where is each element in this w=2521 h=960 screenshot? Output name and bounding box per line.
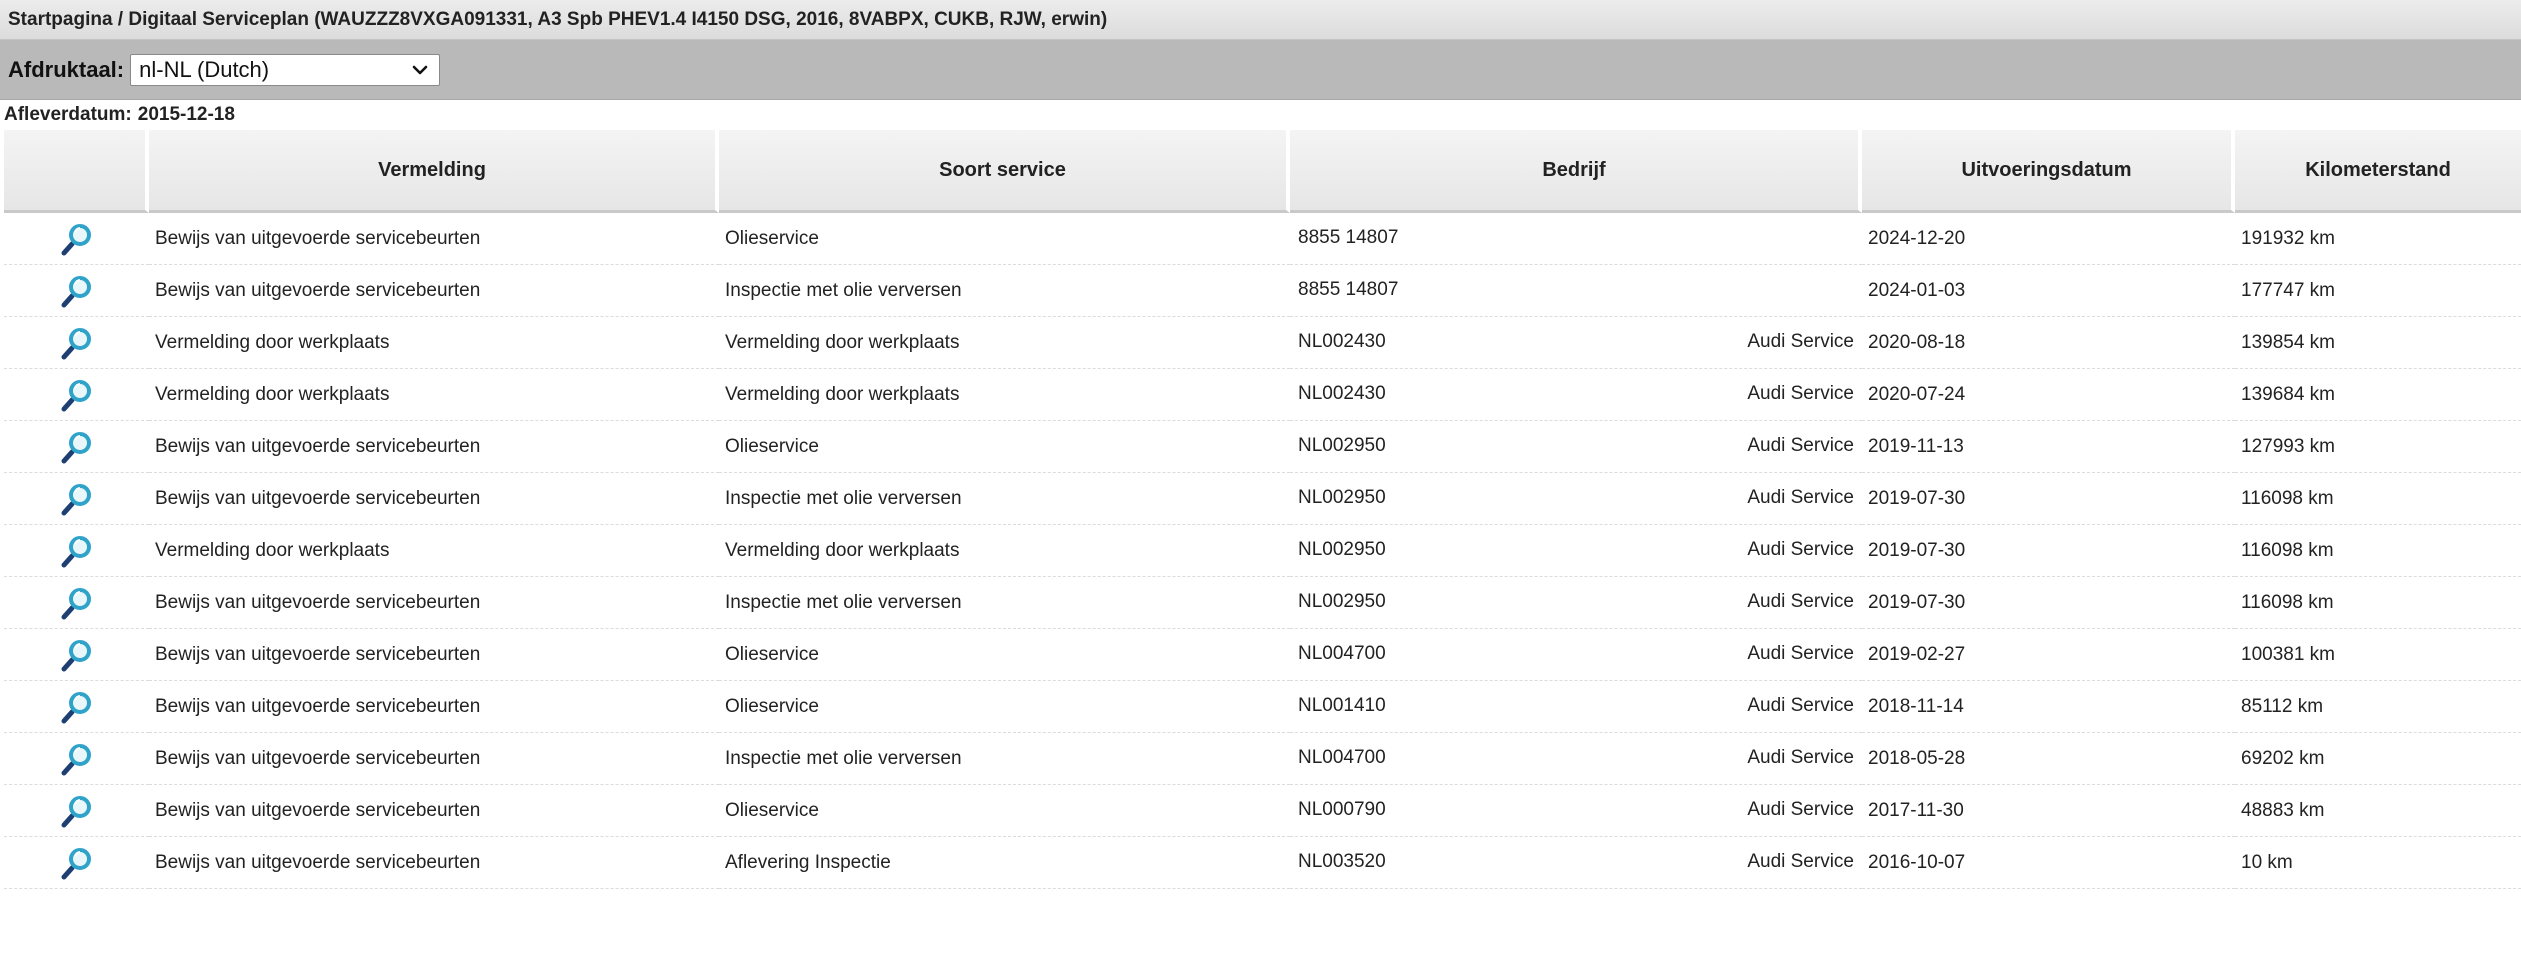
company-name: Audi Service [1747,747,1854,768]
cell-bedrijf [1290,473,1862,525]
column-header-vermelding[interactable]: Vermelding [149,130,719,213]
cell-vermelding: Bewijs van uitgevoerde servicebeurten [149,837,719,889]
cell-bedrijf [1290,525,1862,577]
table-row[interactable] [4,369,2521,421]
cell-soort-service: Vermelding door werkplaats [719,525,1290,577]
cell-bedrijf [1290,629,1862,681]
column-header-kilometerstand[interactable]: Kilometerstand [2235,130,2521,213]
cell-kilometerstand: 116098 km [2235,473,2521,525]
company-code: 8855 14807 [1298,279,1399,300]
magnifier-icon[interactable] [60,690,94,724]
cell-uitvoeringsdatum: 2019-11-13 [1862,421,2235,473]
company-code: NL000790 [1298,799,1386,820]
cell-kilometerstand: 116098 km [2235,577,2521,629]
cell-vermelding: Bewijs van uitgevoerde servicebeurten [149,733,719,785]
company-name: Audi Service [1747,383,1854,404]
cell-kilometerstand: 69202 km [2235,733,2521,785]
table-row[interactable] [4,629,2521,681]
breadcrumb-text: Startpagina / Digitaal Serviceplan (WAUZZZ8VXGA091331, A3 Spb PHEV1.4 I4150 DSG, 2016, 8VABPX, CUKB, RJW, erwin) [8,8,1108,30]
company-name: Audi Service [1747,539,1854,560]
magnifier-icon[interactable] [60,482,94,516]
table-row[interactable] [4,681,2521,733]
cell-bedrijf [1290,785,1862,837]
cell-soort-service: Inspectie met olie verversen [719,473,1290,525]
row-action-cell [4,369,149,421]
print-language-label: Afdruktaal: [8,56,125,82]
cell-bedrijf [1290,837,1862,889]
cell-kilometerstand: 177747 km [2235,265,2521,317]
row-action-cell [4,317,149,369]
cell-kilometerstand: 85112 km [2235,681,2521,733]
company-code: NL004700 [1298,747,1386,768]
cell-soort-service: Inspectie met olie verversen [719,733,1290,785]
magnifier-icon[interactable] [60,586,94,620]
company-code: NL004700 [1298,643,1386,664]
magnifier-icon[interactable] [60,638,94,672]
cell-bedrijf [1290,421,1862,473]
cell-uitvoeringsdatum: 2024-01-03 [1862,265,2235,317]
magnifier-icon[interactable] [60,534,94,568]
cell-bedrijf [1290,265,1862,317]
company-code: NL002950 [1298,487,1386,508]
cell-soort-service: Aflevering Inspectie [719,837,1290,889]
cell-vermelding: Bewijs van uitgevoerde servicebeurten [149,577,719,629]
cell-soort-service: Olieservice [719,785,1290,837]
magnifier-icon[interactable] [60,742,94,776]
cell-soort-service: Olieservice [719,681,1290,733]
cell-kilometerstand: 139854 km [2235,317,2521,369]
row-action-cell [4,577,149,629]
cell-kilometerstand: 139684 km [2235,369,2521,421]
cell-kilometerstand: 100381 km [2235,629,2521,681]
magnifier-icon[interactable] [60,430,94,464]
delivery-date [0,100,2521,130]
cell-kilometerstand: 48883 km [2235,785,2521,837]
print-language-value: nl-NL (Dutch) [139,56,270,82]
delivery-date-label: Afleverdatum: [4,104,132,125]
row-action-cell [4,733,149,785]
table-row[interactable] [4,577,2521,629]
cell-vermelding: Bewijs van uitgevoerde servicebeurten [149,421,719,473]
company-code: NL002430 [1298,383,1386,404]
cell-soort-service: Vermelding door werkplaats [719,317,1290,369]
row-action-cell [4,785,149,837]
magnifier-icon[interactable] [60,274,94,308]
service-table [4,130,2521,889]
cell-vermelding: Bewijs van uitgevoerde servicebeurten [149,785,719,837]
row-action-cell [4,837,149,889]
company-code: 8855 14807 [1298,227,1399,248]
cell-soort-service: Olieservice [719,421,1290,473]
cell-uitvoeringsdatum: 2024-12-20 [1862,213,2235,265]
table-row[interactable] [4,265,2521,317]
company-code: NL003520 [1298,851,1386,872]
row-action-cell [4,213,149,265]
cell-vermelding: Bewijs van uitgevoerde servicebeurten [149,213,719,265]
table-row[interactable] [4,525,2521,577]
row-action-cell [4,629,149,681]
table-row[interactable] [4,785,2521,837]
cell-bedrijf [1290,577,1862,629]
cell-vermelding: Vermelding door werkplaats [149,525,719,577]
cell-bedrijf [1290,213,1862,265]
column-header-action [4,130,149,213]
cell-bedrijf [1290,733,1862,785]
cell-bedrijf [1290,681,1862,733]
company-name: Audi Service [1747,435,1854,456]
print-language-bar [0,40,2521,100]
cell-vermelding: Vermelding door werkplaats [149,317,719,369]
company-code: NL002430 [1298,331,1386,352]
row-action-cell [4,421,149,473]
table-row[interactable] [4,317,2521,369]
company-name: Audi Service [1747,851,1854,872]
cell-soort-service: Olieservice [719,213,1290,265]
cell-soort-service: Vermelding door werkplaats [719,369,1290,421]
company-code: NL002950 [1298,539,1386,560]
cell-uitvoeringsdatum: 2019-02-27 [1862,629,2235,681]
company-name: Audi Service [1747,695,1854,716]
cell-uitvoeringsdatum: 2016-10-07 [1862,837,2235,889]
row-action-cell [4,265,149,317]
table-row[interactable] [4,213,2521,265]
table-row[interactable] [4,837,2521,889]
cell-bedrijf [1290,369,1862,421]
column-header-uitvoeringsdatum[interactable]: Uitvoeringsdatum [1862,130,2235,213]
cell-uitvoeringsdatum: 2018-05-28 [1862,733,2235,785]
magnifier-icon[interactable] [60,378,94,412]
delivery-date-value: 2015-12-18 [137,104,235,125]
cell-vermelding: Vermelding door werkplaats [149,369,719,421]
magnifier-icon[interactable] [60,222,94,256]
column-header-bedrijf[interactable]: Bedrijf [1290,130,1862,213]
company-name: Audi Service [1747,331,1854,352]
company-name: Audi Service [1747,799,1854,820]
row-action-cell [4,681,149,733]
cell-kilometerstand: 10 km [2235,837,2521,889]
company-code: NL002950 [1298,591,1386,612]
cell-soort-service: Inspectie met olie verversen [719,265,1290,317]
cell-vermelding: Bewijs van uitgevoerde servicebeurten [149,265,719,317]
table-row[interactable] [4,421,2521,473]
magnifier-icon[interactable] [60,846,94,880]
cell-kilometerstand: 116098 km [2235,525,2521,577]
chevron-down-icon [411,61,429,79]
cell-vermelding: Bewijs van uitgevoerde servicebeurten [149,629,719,681]
cell-uitvoeringsdatum: 2017-11-30 [1862,785,2235,837]
column-header-soort-service[interactable]: Soort service [719,130,1290,213]
cell-uitvoeringsdatum: 2020-08-18 [1862,317,2235,369]
cell-uitvoeringsdatum: 2019-07-30 [1862,577,2235,629]
cell-vermelding: Bewijs van uitgevoerde servicebeurten [149,681,719,733]
company-name: Audi Service [1747,591,1854,612]
table-header-row [4,130,2521,213]
table-row[interactable] [4,733,2521,785]
table-row[interactable] [4,473,2521,525]
company-code: NL002950 [1298,435,1386,456]
magnifier-icon[interactable] [60,794,94,828]
cell-uitvoeringsdatum: 2020-07-24 [1862,369,2235,421]
cell-soort-service: Olieservice [719,629,1290,681]
cell-soort-service: Inspectie met olie verversen [719,577,1290,629]
company-name: Audi Service [1747,487,1854,508]
cell-uitvoeringsdatum: 2018-11-14 [1862,681,2235,733]
print-language-select[interactable] [130,54,440,86]
company-name: Audi Service [1747,643,1854,664]
row-action-cell [4,473,149,525]
breadcrumb [0,0,2521,40]
company-code: NL001410 [1298,695,1386,716]
cell-vermelding: Bewijs van uitgevoerde servicebeurten [149,473,719,525]
cell-uitvoeringsdatum: 2019-07-30 [1862,473,2235,525]
cell-bedrijf [1290,317,1862,369]
row-action-cell [4,525,149,577]
cell-kilometerstand: 191932 km [2235,213,2521,265]
cell-uitvoeringsdatum: 2019-07-30 [1862,525,2235,577]
magnifier-icon[interactable] [60,326,94,360]
cell-kilometerstand: 127993 km [2235,421,2521,473]
